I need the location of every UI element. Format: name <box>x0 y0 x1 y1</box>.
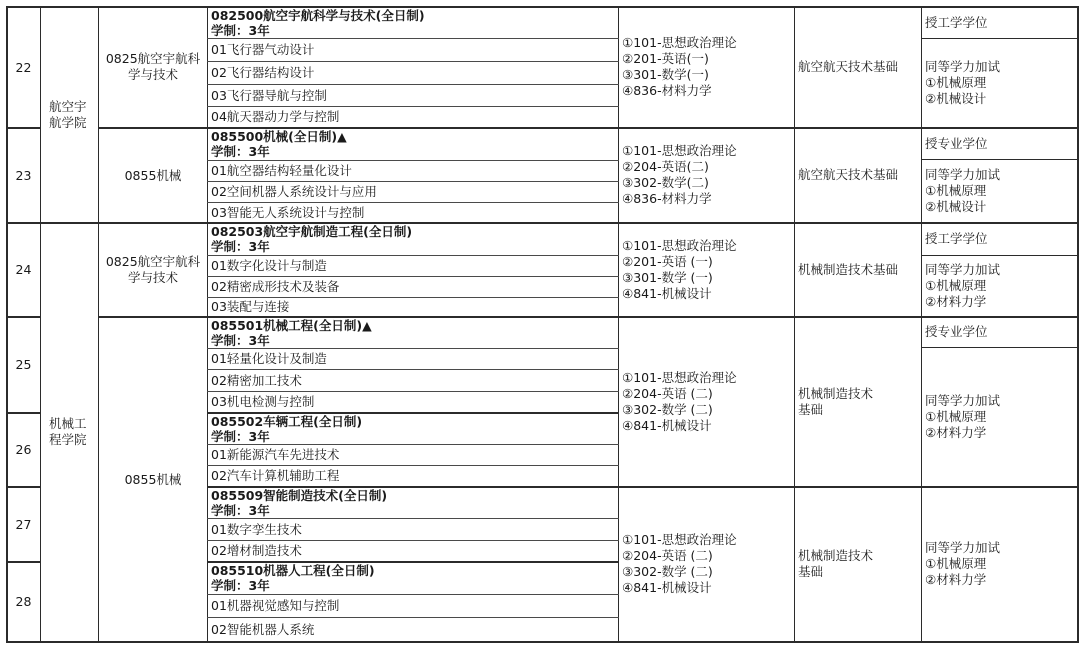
college-cell <box>41 223 98 641</box>
discipline-name: 0855机械 <box>124 471 182 487</box>
exam-subject: ③301-数学(一) <box>622 67 709 82</box>
direction-item: 02精密加工技术 <box>211 372 302 388</box>
exam-subjects <box>619 7 794 127</box>
program-name: 085502车辆工程(全日制) <box>211 414 363 429</box>
direction-item: 01机器视觉感知与控制 <box>211 598 340 613</box>
exam-subject: ②204-英语 (二) <box>622 385 713 401</box>
direction-item: 01新能源汽车先进技术 <box>211 447 340 462</box>
table-border-right <box>1077 6 1079 642</box>
direction-item: 02智能机器人系统 <box>211 621 315 637</box>
extra-exam-item: 同等学力加试 <box>925 540 1001 555</box>
direction-item: 03机电检测与控制 <box>211 394 315 409</box>
program-header <box>208 562 618 594</box>
exam-subject: ③302-数学 (二) <box>622 401 713 417</box>
extra-exam-item: ②材料力学 <box>925 572 987 587</box>
extra-exam <box>922 487 1077 641</box>
program-years: 学制：3年 <box>211 578 270 593</box>
exam-subject: ③301-数学 (一) <box>622 269 713 285</box>
discipline-name: 学与技术 <box>127 269 178 285</box>
degree-type: 授专业学位 <box>925 135 988 151</box>
extra-exam-item: ②材料力学 <box>925 294 987 309</box>
college-name: 航学院 <box>49 114 87 130</box>
degree-type: 授工学学位 <box>925 231 988 246</box>
exam-subject: ④841-机械设计 <box>622 285 712 301</box>
extra-exam-item: ①机械原理 <box>925 278 987 293</box>
discipline-name: 学与技术 <box>127 67 178 82</box>
exam-subject: ①101-思想政治理论 <box>622 237 737 253</box>
exam-subject: ④841-机械设计 <box>622 580 712 595</box>
row-number: 26 <box>15 442 32 457</box>
program-header <box>208 413 618 444</box>
exam-subject: ①101-思想政治理论 <box>622 143 737 158</box>
extra-exam-item: 同等学力加试 <box>925 59 1001 74</box>
program-years: 学制：3年 <box>211 429 270 444</box>
exam-subject: ②204-英语(二) <box>622 159 709 174</box>
direction-item: 01数字孪生技术 <box>211 521 302 537</box>
row-number: 23 <box>15 167 32 183</box>
program-name: 085500机械(全日制)▲ <box>211 129 347 144</box>
direction-item: 01轻量化设计及制造 <box>211 351 327 366</box>
retest-subject-cell <box>795 317 921 486</box>
extra-exam-item: ①机械原理 <box>925 409 987 424</box>
discipline-name: 0825航空宇航科 <box>105 253 201 269</box>
row-number: 24 <box>15 262 32 277</box>
program-years: 学制：3年 <box>211 144 270 159</box>
exam-subject: ②201-英语(一) <box>622 51 709 66</box>
row-number: 25 <box>15 357 32 372</box>
exam-subject: ④836-材料力学 <box>622 83 712 98</box>
program-header <box>208 128 618 160</box>
exam-subject: ③302-数学 (二) <box>622 564 713 579</box>
discipline-cell <box>99 7 207 127</box>
exam-subject: ④836-材料力学 <box>622 191 712 206</box>
direction-item: 02增材制造技术 <box>211 543 302 558</box>
program-years: 学制：3年 <box>211 23 270 38</box>
direction-item: 03飞行器导航与控制 <box>211 87 327 103</box>
exam-subjects <box>619 128 794 222</box>
exam-subject: ②201-英语 (一) <box>622 253 713 269</box>
program-years: 学制：3年 <box>211 239 270 254</box>
exam-subject: ②204-英语 (二) <box>622 548 713 563</box>
direction-item: 01飞行器气动设计 <box>211 42 315 57</box>
extra-exam-item: ②材料力学 <box>925 425 987 440</box>
extra-exam-item: ②机械设计 <box>925 91 987 106</box>
college-cell <box>41 7 98 222</box>
retest-subject: 基础 <box>798 564 824 579</box>
retest-subject: 机械制造技术 <box>798 385 874 401</box>
exam-subject: ①101-思想政治理论 <box>622 369 737 385</box>
extra-exam <box>922 160 1077 222</box>
college-name: 程学院 <box>49 432 87 447</box>
table-border-bottom <box>6 641 1079 643</box>
direction-item: 04航天器动力学与控制 <box>211 109 340 124</box>
discipline-cell <box>99 223 207 316</box>
extra-exam-item: ②机械设计 <box>925 199 987 214</box>
exam-subjects <box>619 223 794 316</box>
extra-exam <box>922 348 1077 486</box>
direction-item: 01航空器结构轻量化设计 <box>211 163 352 178</box>
college-name: 机械工 <box>49 416 87 431</box>
program-name: 085501机械工程(全日制)▲ <box>211 318 372 333</box>
exam-subject: ①101-思想政治理论 <box>622 35 737 50</box>
discipline-name: 0825航空宇航科 <box>105 51 201 66</box>
discipline-name: 0855机械 <box>124 167 182 183</box>
retest-subject: 基础 <box>798 401 824 417</box>
extra-exam-item: 同等学力加试 <box>925 262 1001 277</box>
direction-item: 03装配与连接 <box>211 299 290 314</box>
exam-subject: ③302-数学(二) <box>622 175 709 190</box>
program-name: 082503航空宇航制造工程(全日制) <box>211 224 413 239</box>
extra-exam-item: ①机械原理 <box>925 75 987 90</box>
extra-exam <box>922 39 1077 127</box>
row-number: 28 <box>15 594 32 609</box>
extra-exam <box>922 256 1077 316</box>
extra-exam-item: ①机械原理 <box>925 556 987 571</box>
row-number: 22 <box>15 59 32 75</box>
extra-exam-item: ①机械原理 <box>925 183 987 198</box>
program-name: 082500航空宇航科学与技术(全日制) <box>211 8 425 23</box>
row-number: 27 <box>15 516 32 532</box>
program-header <box>208 7 618 38</box>
direction-item: 02精密成形技术及装备 <box>211 279 340 294</box>
direction-item: 01数字化设计与制造 <box>211 258 327 273</box>
retest-subject: 航空航天技术基础 <box>798 59 899 74</box>
college-name: 航空宇 <box>49 98 87 114</box>
exam-subjects <box>619 317 794 486</box>
exam-subject: ①101-思想政治理论 <box>622 532 737 547</box>
degree-type: 授工学学位 <box>925 14 988 30</box>
extra-exam-item: 同等学力加试 <box>925 393 1001 408</box>
retest-subject: 航空航天技术基础 <box>798 167 899 182</box>
program-header <box>208 317 618 348</box>
program-name: 085509智能制造技术(全日制) <box>211 488 388 503</box>
retest-subject: 机械制造技术 <box>798 548 874 563</box>
program-header <box>208 487 618 518</box>
program-name: 085510机器人工程(全日制) <box>211 563 375 578</box>
extra-exam-item: 同等学力加试 <box>925 167 1001 182</box>
program-years: 学制：3年 <box>211 503 270 518</box>
direction-item: 03智能无人系统设计与控制 <box>211 204 365 220</box>
direction-item: 02汽车计算机辅助工程 <box>211 468 340 483</box>
exam-subject: ④841-机械设计 <box>622 417 712 433</box>
direction-item: 02飞行器结构设计 <box>211 65 315 80</box>
retest-subject-cell <box>795 487 921 641</box>
exam-subjects <box>619 487 794 641</box>
degree-type: 授专业学位 <box>925 324 988 339</box>
direction-item: 02空间机器人系统设计与应用 <box>211 184 377 199</box>
program-header <box>208 223 618 255</box>
retest-subject: 机械制造技术基础 <box>798 261 899 277</box>
program-years: 学制：3年 <box>211 333 270 348</box>
